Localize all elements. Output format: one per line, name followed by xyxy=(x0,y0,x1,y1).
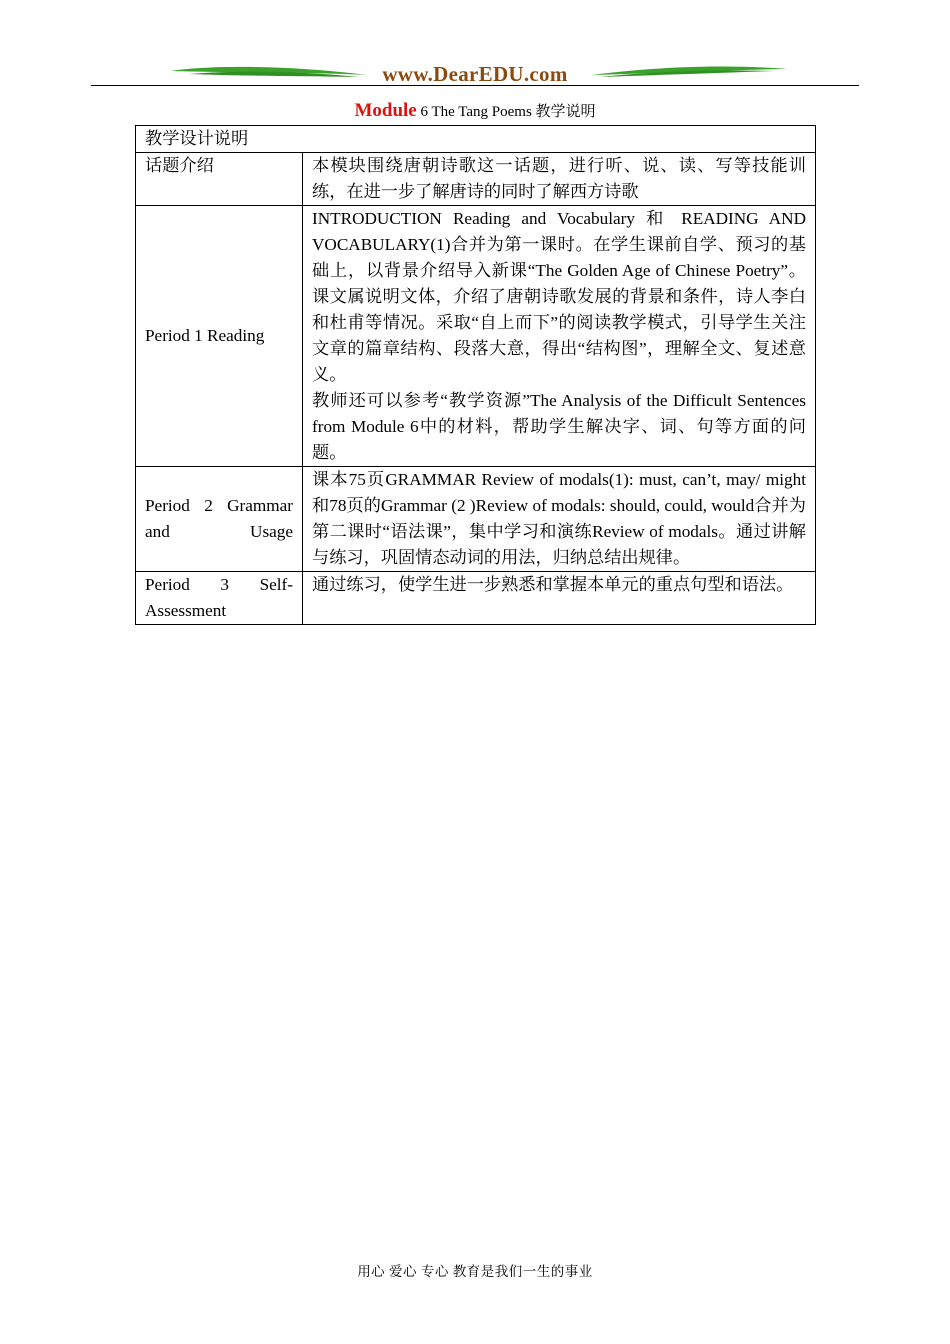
row-label: Period 3 Self-Assessment xyxy=(136,572,303,625)
table-header-row xyxy=(136,126,816,153)
content-paragraph: 课本75页GRAMMAR Review of modals(1): must, can’t, may/ might和78页的Grammar (2 )Review of modals: should, could, would合并为第二课时“语法课”，集中学习和演练Review of modals。通过讲解与练习，巩固情态动词的用法，归纳总结出规律。 xyxy=(312,470,806,567)
document-title xyxy=(0,100,950,122)
table-row xyxy=(136,467,816,572)
row-label: Period 1 Reading xyxy=(136,206,303,467)
row-label: 话题介绍 xyxy=(136,153,303,206)
table-header-cell: 教学设计说明 xyxy=(136,126,816,153)
row-content xyxy=(303,467,816,572)
teaching-plan-table xyxy=(135,125,816,625)
title-rest: 6 The Tang Poems 教学说明 xyxy=(416,104,596,120)
content-paragraph: 教师还可以参考“教学资源”The Analysis of the Difficult Sentences from Module 6中的材料，帮助学生解决字、词、句等方面的问题。 xyxy=(312,391,806,462)
row-content xyxy=(303,206,816,467)
table-row xyxy=(136,572,816,625)
content-paragraph: 本模块围绕唐朝诗歌这一话题，进行听、说、读、写等技能训练，在进一步了解唐诗的同时了解西方诗歌 xyxy=(312,156,806,201)
table-row xyxy=(136,153,816,206)
header-rule xyxy=(91,85,859,86)
content-paragraph: 通过练习，使学生进一步熟悉和掌握本单元的重点句型和语法。 xyxy=(312,575,794,594)
content-paragraph: INTRODUCTION Reading and Vocabulary 和 READING AND VOCABULARY(1)合并为第一课时。在学生课前自学、预习的基础上，以背景介绍导入新课“The Golden Age of Chinese Poetry”。课文属说明文体，介绍了唐朝诗歌发展的背景和条件，诗人李白和杜甫等情况。采取“自上而下”的阅读教学模式，引导学生关注文章的篇章结构、段落大意，得出“结构图”，理解全文、复述意义。 xyxy=(312,209,806,384)
site-logo: www.DearEDU.com xyxy=(382,62,568,86)
page-header xyxy=(91,60,859,90)
row-content xyxy=(303,572,816,625)
row-label: Period 2 Grammar and Usage xyxy=(136,467,303,572)
page-footer: 用心 爱心 专心 教育是我们一生的事业 xyxy=(357,1264,593,1279)
row-content xyxy=(303,153,816,206)
table-row xyxy=(136,206,816,467)
module-word: Module xyxy=(354,100,417,121)
